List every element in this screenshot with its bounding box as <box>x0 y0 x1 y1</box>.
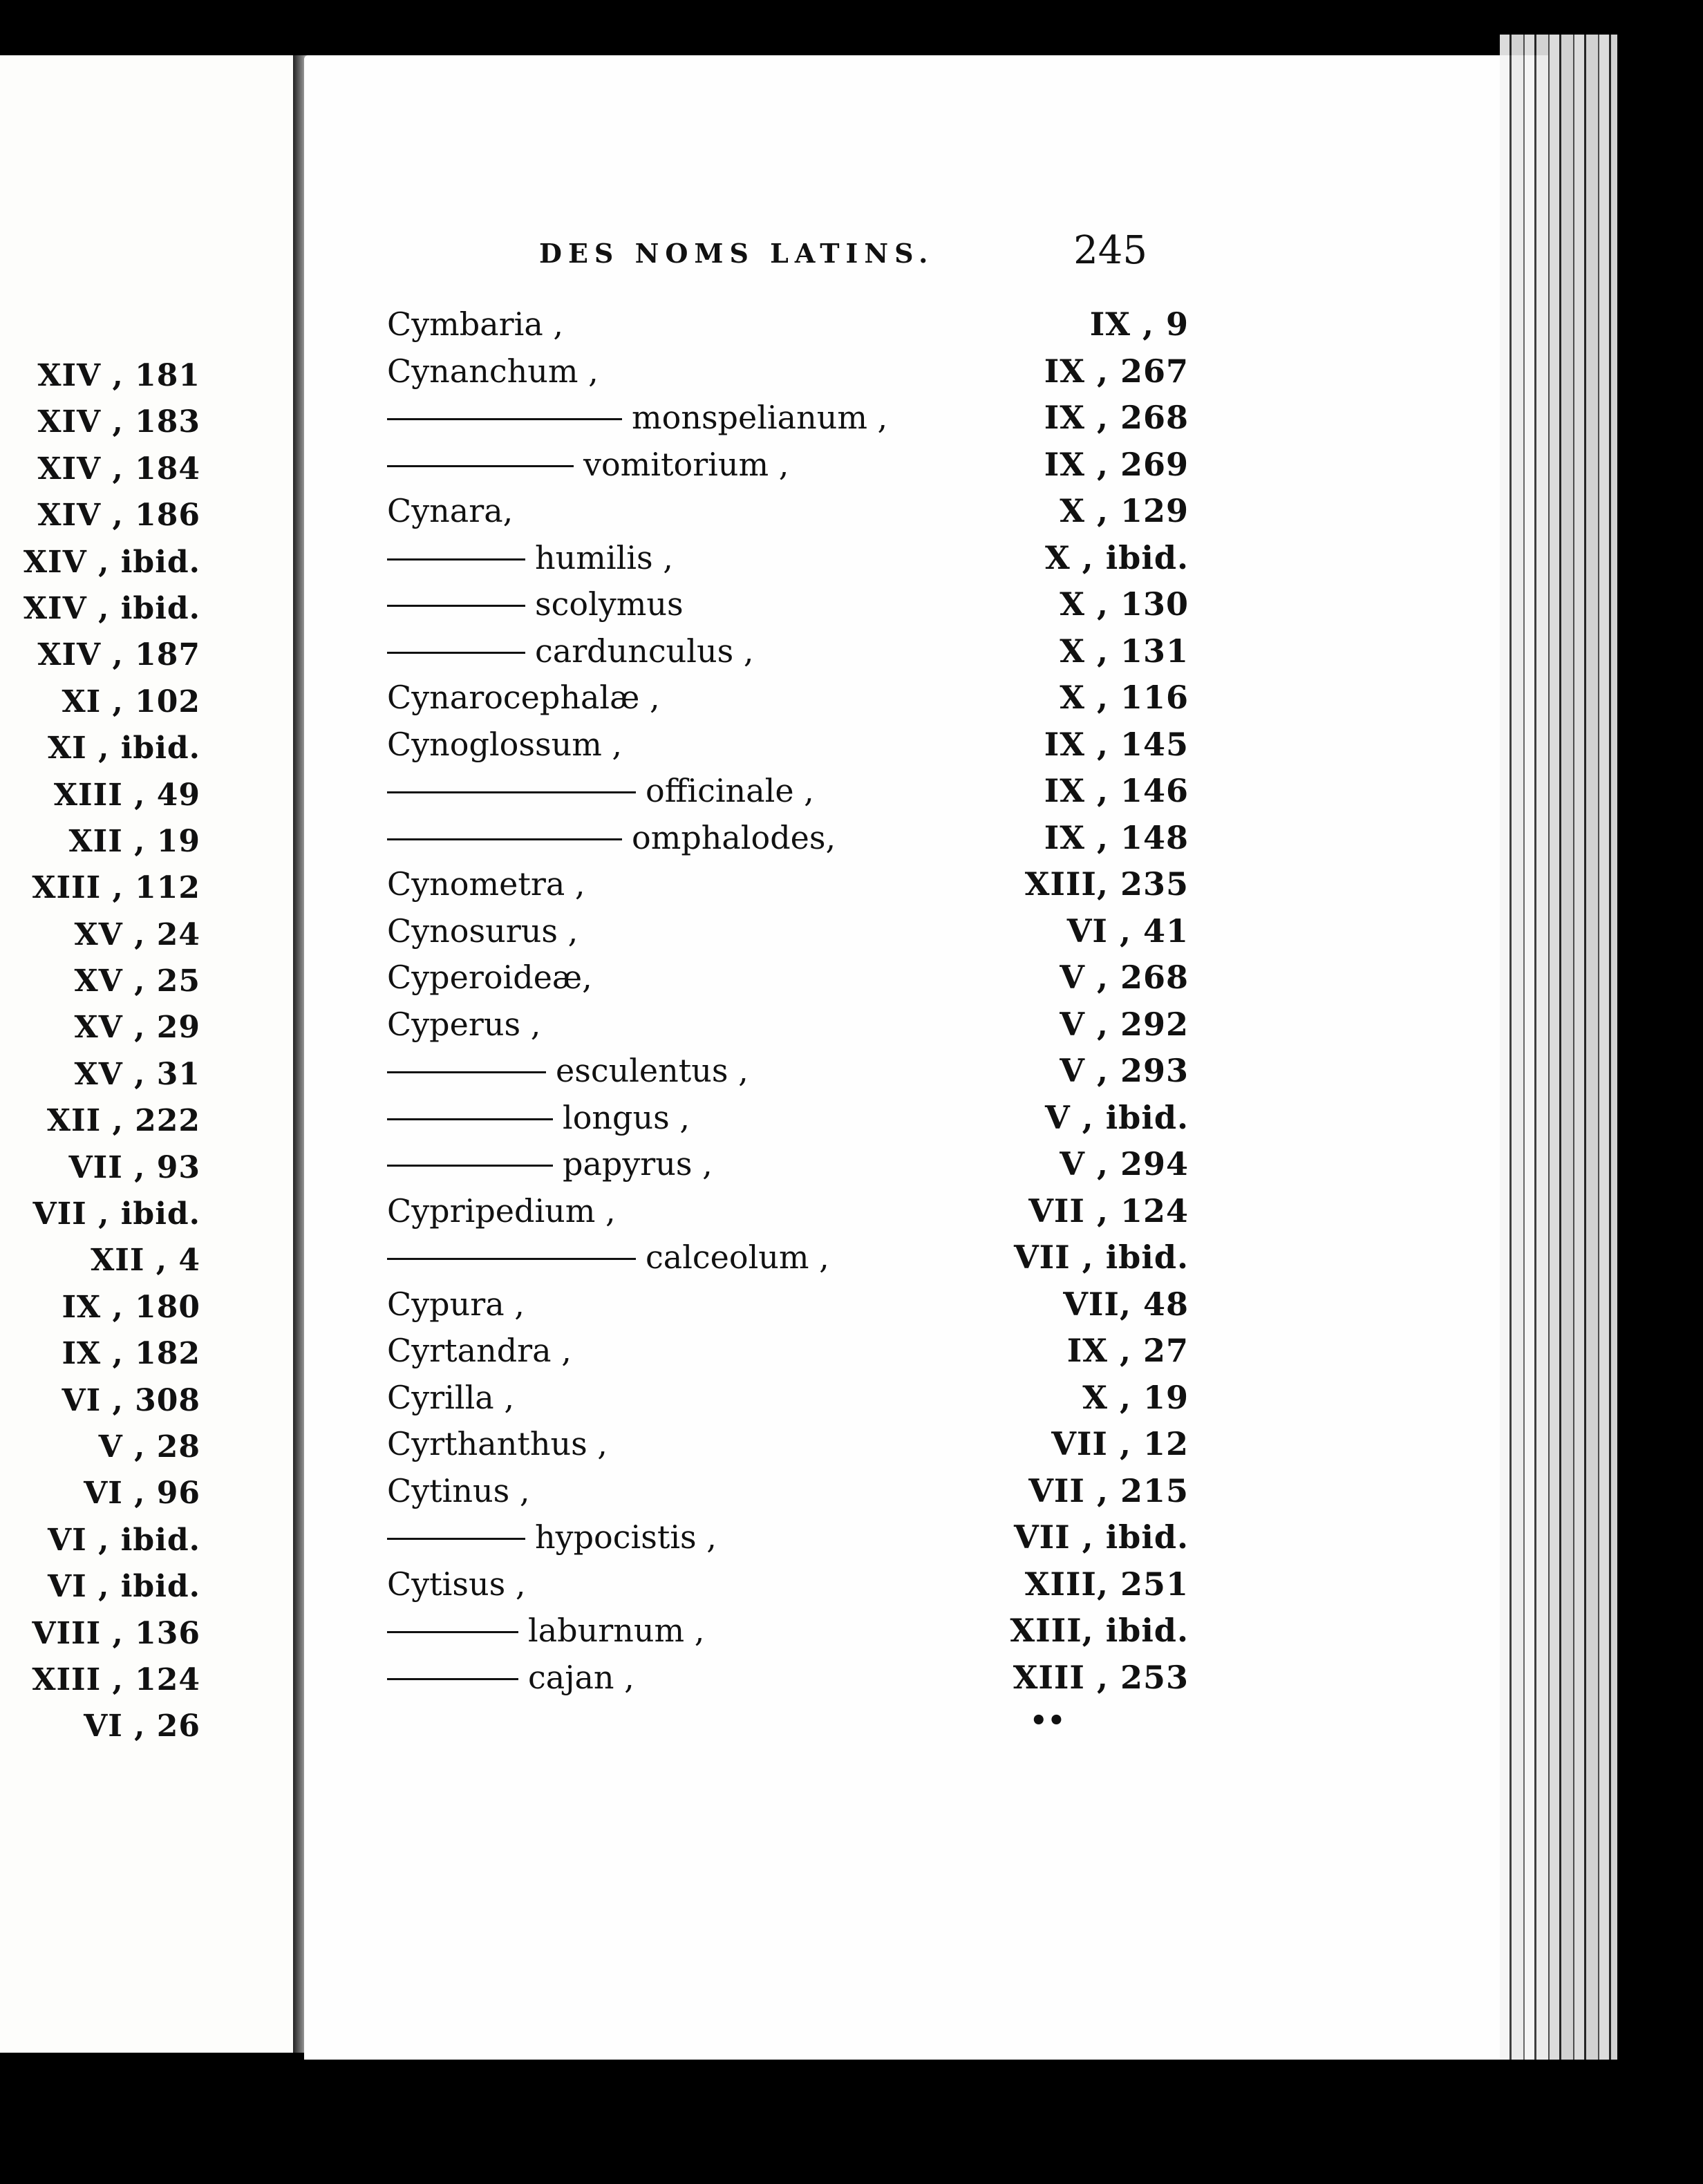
entry-species: longus , <box>563 1098 690 1136</box>
entry-reference: IX , 27 <box>1066 1332 1189 1369</box>
entry-reference: V , 293 <box>1060 1052 1189 1089</box>
index-entry <box>387 1561 1189 1608</box>
entry-reference: IX , 267 <box>1044 352 1189 390</box>
left-page-ref: V , 28 <box>98 1429 200 1465</box>
ditto-dash <box>387 1538 525 1540</box>
left-page-ref: VI , 26 <box>84 1708 200 1744</box>
entry-reference: IX , 9 <box>1089 305 1189 343</box>
left-page-ref: XIV , ibid. <box>23 590 200 626</box>
left-page-ref: IX , 180 <box>62 1289 200 1325</box>
entry-reference: V , 268 <box>1060 959 1189 996</box>
index-entry <box>387 1514 1189 1561</box>
index-entry <box>387 1141 1189 1188</box>
entry-reference: IX , 269 <box>1044 445 1189 483</box>
index-entry <box>387 768 1189 815</box>
left-page-ref: XII , 19 <box>68 823 200 859</box>
entry-species: officinale , <box>646 772 814 809</box>
index-entry <box>387 535 1189 582</box>
entry-species: esculentus , <box>556 1052 749 1089</box>
entry-name: Cyrilla , <box>387 1378 514 1416</box>
entry-name: Cyperus , <box>387 1005 541 1043</box>
left-page-reference-column <box>0 352 200 1750</box>
entry-reference: VII, 48 <box>1063 1285 1189 1323</box>
entry-species: hypocistis , <box>535 1518 717 1556</box>
entry-reference: IX , 146 <box>1044 772 1189 809</box>
entry-reference: VII , ibid. <box>1013 1239 1189 1276</box>
entry-reference: V , 292 <box>1060 1005 1189 1043</box>
entry-reference: VI , 41 <box>1066 912 1189 950</box>
index-entry <box>387 1328 1189 1375</box>
left-page-ref: VII , 93 <box>68 1149 200 1185</box>
index-entry <box>387 1375 1189 1422</box>
entry-species: omphalodes, <box>632 818 836 856</box>
left-page-ref: XI , ibid. <box>48 731 200 766</box>
trailing-mark: •• <box>1030 1704 1066 1737</box>
entry-reference: VII , 215 <box>1028 1471 1189 1509</box>
entry-reference: X , 116 <box>1060 679 1189 716</box>
index-entry <box>387 1095 1189 1142</box>
ditto-dash <box>387 652 525 654</box>
left-page-ref: XII , 222 <box>46 1103 200 1139</box>
left-page <box>0 55 300 2053</box>
index-entry <box>387 1234 1189 1281</box>
left-page-ref: XIV , 187 <box>37 637 200 673</box>
entry-name: Cynoglossum , <box>387 725 623 763</box>
index-entry <box>387 815 1189 862</box>
index-entry <box>387 675 1189 722</box>
ditto-dash <box>387 1678 518 1680</box>
ditto-dash <box>387 1258 636 1260</box>
left-page-ref: XV , 31 <box>74 1056 200 1092</box>
entry-name: Cynara, <box>387 492 514 529</box>
entry-reference: XIII, 251 <box>1024 1565 1189 1603</box>
left-page-ref: XIV , 181 <box>37 358 200 393</box>
entry-reference: V , ibid. <box>1044 1098 1189 1136</box>
entry-species: scolymus <box>535 585 684 623</box>
ditto-dash <box>387 465 574 467</box>
page-edges <box>1500 35 1617 2060</box>
left-page-ref: VIII , 136 <box>32 1615 200 1651</box>
entry-reference: XIII, ibid. <box>1010 1612 1189 1649</box>
left-page-ref: XII , 4 <box>91 1243 200 1279</box>
entry-name: Cytinus , <box>387 1471 530 1509</box>
left-page-ref: XI , 102 <box>62 684 200 719</box>
index-entry <box>387 1655 1189 1702</box>
left-page-ref: XIV , 183 <box>37 404 200 440</box>
index-entry <box>387 861 1189 908</box>
left-page-ref: IX , 182 <box>62 1336 200 1372</box>
left-page-ref: XV , 24 <box>74 916 200 952</box>
entry-reference: XIII , 253 <box>1013 1658 1189 1696</box>
left-page-ref: XV , 25 <box>74 963 200 999</box>
ditto-dash <box>387 1071 546 1073</box>
entry-name: Cymbaria , <box>387 305 564 343</box>
entry-name: Cypura , <box>387 1285 525 1323</box>
index-entry <box>387 1608 1189 1655</box>
left-page-ref: VI , 308 <box>62 1382 200 1418</box>
left-page-ref: XIII , 124 <box>32 1661 200 1697</box>
entry-reference: X , 129 <box>1060 492 1189 529</box>
entry-reference: X , 130 <box>1060 585 1189 623</box>
entry-reference: X , ibid. <box>1044 538 1189 576</box>
left-page-ref: VI , 96 <box>84 1476 200 1512</box>
entry-reference: X , 19 <box>1082 1378 1189 1416</box>
entry-reference: V , 294 <box>1060 1145 1189 1183</box>
index-entry <box>387 628 1189 675</box>
entry-name: Cynometra , <box>387 865 585 903</box>
left-page-ref: VII , ibid. <box>32 1196 200 1232</box>
left-page-ref: XV , 29 <box>74 1010 200 1046</box>
entry-species: monspelianum , <box>632 399 888 436</box>
index-entry <box>387 1281 1189 1328</box>
entry-name: Cynosurus , <box>387 912 578 950</box>
index-entry <box>387 301 1189 348</box>
entry-name: Cytisus , <box>387 1565 526 1603</box>
running-header <box>539 228 1147 283</box>
index-entry <box>387 1188 1189 1235</box>
entry-name: Cypripedium , <box>387 1192 616 1230</box>
entry-species: calceolum , <box>646 1239 829 1276</box>
index-entry <box>387 1468 1189 1515</box>
entry-name: Cyrtandra , <box>387 1332 572 1369</box>
left-page-ref: XIII , 49 <box>53 777 200 813</box>
entry-reference: IX , 268 <box>1044 399 1189 436</box>
entry-species: cajan , <box>528 1658 634 1696</box>
index-entry <box>387 1048 1189 1095</box>
entry-reference: XIII, 235 <box>1024 865 1189 903</box>
index-entry <box>387 1001 1189 1048</box>
entry-reference: IX , 145 <box>1044 725 1189 763</box>
index-entry <box>387 395 1189 442</box>
ditto-dash <box>387 838 622 840</box>
index-entries <box>387 301 1189 1701</box>
left-page-ref: XIV , 186 <box>37 498 200 534</box>
left-page-ref: VI , ibid. <box>48 1569 200 1605</box>
left-page-ref: XIV , 184 <box>37 451 200 487</box>
index-entry <box>387 1421 1189 1468</box>
ditto-dash <box>387 1165 553 1167</box>
index-entry <box>387 581 1189 628</box>
entry-species: cardunculus , <box>535 632 754 670</box>
ditto-dash <box>387 1631 518 1633</box>
left-page-ref: XIII , 112 <box>32 870 200 906</box>
index-entry <box>387 722 1189 769</box>
running-header-title: DES NOMS LATINS. <box>539 238 934 269</box>
ditto-dash <box>387 558 525 561</box>
ditto-dash <box>387 605 525 607</box>
entry-species: vomitorium , <box>583 445 789 483</box>
page-number: 245 <box>1073 228 1147 273</box>
index-entry <box>387 348 1189 395</box>
entry-reference: VII , ibid. <box>1013 1518 1189 1556</box>
index-entry <box>387 908 1189 955</box>
index-entry <box>387 954 1189 1001</box>
entry-reference: IX , 148 <box>1044 818 1189 856</box>
entry-name: Cyperoideæ, <box>387 959 592 996</box>
index-entry <box>387 442 1189 489</box>
ditto-dash <box>387 418 622 420</box>
entry-reference: VII , 124 <box>1028 1192 1189 1230</box>
ditto-dash <box>387 791 636 793</box>
ditto-dash <box>387 1118 553 1120</box>
entry-reference: X , 131 <box>1060 632 1189 670</box>
index-entry <box>387 488 1189 535</box>
entry-name: Cyrthanthus , <box>387 1425 608 1462</box>
entry-species: papyrus , <box>563 1145 713 1183</box>
entry-name: Cynarocephalæ , <box>387 679 660 716</box>
entry-name: Cynanchum , <box>387 352 599 390</box>
entry-species: laburnum , <box>528 1612 705 1649</box>
entry-reference: VII , 12 <box>1051 1425 1189 1462</box>
left-page-ref: VI , ibid. <box>48 1522 200 1558</box>
entry-species: humilis , <box>535 538 673 576</box>
left-page-ref: XIV , ibid. <box>23 544 200 580</box>
